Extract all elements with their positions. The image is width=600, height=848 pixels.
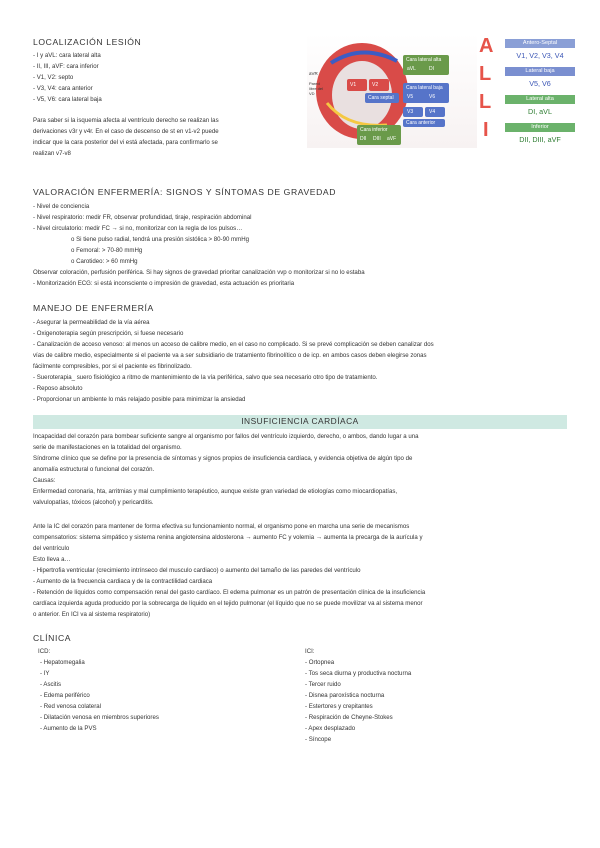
valoracion-list bbox=[33, 203, 573, 285]
zone-label: Cara anterior bbox=[406, 120, 436, 126]
lead-box-v4 bbox=[425, 107, 445, 117]
zone-lead: aVL bbox=[407, 66, 416, 72]
list-item: - Hepatomegalia bbox=[40, 659, 85, 666]
zone-lead: V1 bbox=[350, 82, 357, 88]
text-line: valvulopatías, tóxicos (alcohol) y pericarditis. bbox=[33, 499, 154, 506]
list-item: - Disnea paroxística nocturna bbox=[305, 692, 385, 699]
list-item: - V5, V6: cara lateral baja bbox=[33, 96, 102, 103]
heart-label-avr: aVR bbox=[309, 71, 318, 76]
text-line: Ante la IC del corazón para mantener de forma efectiva su funcionamiento normal, el organismo pone en marcha una serie de mecanismos bbox=[33, 523, 410, 530]
legend-leads-lateral-alta: DI, aVL bbox=[528, 107, 552, 116]
localizacion-paragraph bbox=[33, 117, 303, 161]
alli-legend bbox=[477, 33, 577, 148]
list-item: - Respiración de Cheyne-Stokes bbox=[305, 714, 393, 721]
list-item: - V1, V2: septo bbox=[33, 74, 74, 81]
list-item: - Dilatación venosa en miembros superiores bbox=[40, 714, 159, 721]
zone-lead: V4 bbox=[429, 109, 436, 115]
legend-label-lateral-alta: Lateral alta bbox=[505, 95, 575, 104]
list-item: - Proporcionar un ambiente lo más relajado posible para minimizar la ansiedad bbox=[33, 396, 246, 403]
zone-lead: V5 bbox=[407, 94, 414, 100]
list-subitem: o Si tiene pulso radial, tendrá una presión sistólica > 80-90 mmHg bbox=[71, 236, 250, 243]
lead-box-v3 bbox=[403, 107, 423, 117]
list-item: - Red venosa colateral bbox=[40, 703, 101, 710]
list-item: vías de calibre medio, especialmente si el paciente va a ser subsidiario de tratamiento fibrinolítico o de icp. en ambos casos deben elegirse zonas bbox=[33, 352, 427, 359]
text-line: anomalía estructural o funcional del corazón. bbox=[33, 466, 155, 473]
list-item: - Tercer ruido bbox=[305, 681, 341, 688]
zone-lateral-alta bbox=[403, 55, 449, 75]
text-line: Síndrome clínico que se define por la presencia de síntomas y signos propios de insuficiencia cardíaca, y evidencia objetiva de algún tipo de bbox=[33, 455, 413, 462]
zone-inferior bbox=[357, 125, 401, 145]
list-subitem: o Carotideo: > 60 mmHg bbox=[71, 258, 138, 265]
list-item: - IY bbox=[40, 670, 50, 677]
heart-diagram bbox=[307, 33, 477, 148]
lead-box-v2 bbox=[369, 79, 389, 91]
icd-list bbox=[38, 648, 278, 738]
list-item: - Oxigenoterapia según prescripción, si fuese necesario bbox=[33, 330, 184, 337]
list-item: fácilmente compresibles, por si el paciente es fibrinolizado. bbox=[33, 363, 192, 370]
zone-label: Cara septal bbox=[368, 95, 394, 101]
section-title-bar bbox=[33, 415, 567, 429]
list-item: - Estertores y crepitantes bbox=[305, 703, 373, 710]
legend-label-lateral-baja: Lateral baja bbox=[505, 67, 575, 76]
list-item: - II, III, aVF: cara inferior bbox=[33, 63, 99, 70]
text-line: compensatorios: sistema simpático y sistema renina angiotensina aldosterona → aumento FC y volemia → aumenta la precarga de la aurícula y bbox=[33, 534, 423, 541]
text-line: Para saber si la isquemia afecta al ventrículo derecho se realizan las bbox=[33, 117, 219, 124]
manejo-heading: MANEJO DE ENFERMERÍA bbox=[33, 303, 154, 313]
list-item: - Canalización de acceso venoso: al menos un acceso de calibre medio, en el caso no complicado. Si se prevé complicación se deben canalizar dos bbox=[33, 341, 434, 348]
localizacion-heading: LOCALIZACIÓN LESIÓN bbox=[33, 37, 142, 47]
insuficiencia-paragraph-1 bbox=[33, 433, 573, 513]
text-line: del ventrículo bbox=[33, 545, 70, 552]
list-item: - Sueroterapia_ suero fisiológico a ritmo de mantenimiento de la vía periférica, salvo que sea necesario otro tipo de tratamiento. bbox=[33, 374, 378, 381]
list-item: - Ascitis bbox=[40, 681, 61, 688]
heart-label-pared: Pared libre del VD bbox=[309, 81, 324, 96]
list-item: - Apex desplazado bbox=[305, 725, 356, 732]
zone-lead: V3 bbox=[407, 109, 414, 115]
text-line: Enfermedad coronaria, hta, arritmias y mal cumplimiento terapéutico, aunque existe gran variedad de etiologías como miocardiopatías, bbox=[33, 488, 398, 495]
icd-title: ICD: bbox=[38, 648, 51, 655]
zone-septal bbox=[365, 93, 399, 103]
text-line: o anterior. En ICI va al sistema respiratorio) bbox=[33, 611, 151, 618]
lead-box-v1 bbox=[347, 79, 367, 91]
text-line: - Retención de líquidos como compensación renal del gasto cardíaco. El edema pulmonar es un patrón de presentación clínica de la insuficiencia bbox=[33, 589, 426, 596]
zone-lead: DIII bbox=[373, 136, 381, 142]
ici-list bbox=[305, 648, 545, 748]
manejo-list bbox=[33, 319, 573, 401]
text-line: serie de manifestaciones en la totalidad del organismo. bbox=[33, 444, 182, 451]
localizacion-list bbox=[33, 52, 303, 103]
list-item: - Monitorización ECG: si está inconsciente o impresión de gravedad, esta actuación es prioritaria bbox=[33, 280, 295, 287]
text-line: cardíaca izquierda aguda producido por la sobrecarga de líquido en el tejido pulmonar (el líquido que no se puede movilizar va al sistema menor bbox=[33, 600, 423, 607]
text-line: Causas: bbox=[33, 477, 56, 484]
zone-lead: DI bbox=[429, 66, 434, 72]
legend-letter-i: I bbox=[483, 119, 489, 141]
zone-label: Cara inferior bbox=[360, 127, 388, 133]
zone-lateral-baja bbox=[403, 83, 449, 103]
list-item: - Asegurar la permeabilidad de la vía aérea bbox=[33, 319, 150, 326]
text-line: - Hipertrofia ventricular (crecimiento intrínseco del musculo cardiaco) o aumento del tamaño de las paredes del ventrículo bbox=[33, 567, 361, 574]
list-item: - Reposo absoluto bbox=[33, 385, 83, 392]
list-item: - I y aVL: cara lateral alta bbox=[33, 52, 101, 59]
section-title: INSUFICIENCIA CARDÍACA bbox=[241, 416, 359, 426]
legend-label-inferior: Inferior bbox=[505, 123, 575, 132]
zone-label: Cara lateral alta bbox=[406, 57, 442, 63]
legend-leads-lateral-baja: V5, V6 bbox=[529, 79, 551, 88]
text-line: indicar que la cara posterior del vi está afectada, para confirmarlo se bbox=[33, 139, 218, 146]
zone-anterior bbox=[403, 119, 445, 127]
legend-leads-antero-septal: V1, V2, V3, V4 bbox=[516, 51, 564, 60]
list-item: - Edema periférico bbox=[40, 692, 90, 699]
list-item: - Aumento de la PVS bbox=[40, 725, 97, 732]
zone-lead: V6 bbox=[429, 94, 436, 100]
list-item: - Nivel respiratorio: medir FR, observar profundidad, tiraje, respiración abdominal bbox=[33, 214, 252, 221]
list-item: - Nivel circulatorio: medir FC → si no, monitorizar con la regla de los pulsos… bbox=[33, 225, 243, 232]
legend-label-antero-septal: Antero-Septal bbox=[505, 39, 575, 48]
legend-letter-l1: L bbox=[479, 63, 492, 85]
text-line: Incapacidad del corazón para bombear suficiente sangre al organismo por fallos del ventrículo izquierdo, derecho, o ambos, dando lugar a una bbox=[33, 433, 419, 440]
list-item: Observar coloración, perfusión periférica. Si hay signos de gravedad prioritar canalización vvp o monitorizar si no lo estaba bbox=[33, 269, 365, 276]
zone-lead: aVF bbox=[387, 136, 397, 142]
clinica-heading: CLÍNICA bbox=[33, 633, 72, 643]
ici-title: ICI: bbox=[305, 648, 315, 655]
ecg-localization-figure bbox=[307, 33, 577, 148]
list-item: - Síncope bbox=[305, 736, 332, 743]
text-line: Esto lleva a… bbox=[33, 556, 71, 563]
text-line: derivaciones v3r y v4r. En el caso de descenso de st en v1-v2 puede bbox=[33, 128, 219, 135]
text-line: - Aumento de la frecuencia cardiaca y de la contractilidad cardiaca bbox=[33, 578, 213, 585]
list-item: - Tos seca diurna y productiva nocturna bbox=[305, 670, 412, 677]
list-item: - V3, V4: cara anterior bbox=[33, 85, 93, 92]
legend-letter-a: A bbox=[479, 35, 494, 57]
list-item: - Nivel de conciencia bbox=[33, 203, 90, 210]
zone-label: Cara lateral baja bbox=[406, 85, 443, 91]
insuficiencia-paragraph-2 bbox=[33, 523, 573, 623]
zone-lead: DII bbox=[360, 136, 367, 142]
zone-lead: V2 bbox=[372, 82, 379, 88]
valoracion-heading: VALORACIÓN ENFERMERÍA: SIGNOS Y SÍNTOMAS DE GRAVEDAD bbox=[33, 187, 337, 197]
list-item: - Ortopnea bbox=[305, 659, 335, 666]
text-line: realizan v7-v8 bbox=[33, 150, 71, 157]
legend-letter-l2: L bbox=[479, 91, 492, 113]
list-subitem: o Femoral: > 70-80 mmHg bbox=[71, 247, 143, 254]
legend-leads-inferior: DII, DIII, aVF bbox=[519, 135, 561, 144]
